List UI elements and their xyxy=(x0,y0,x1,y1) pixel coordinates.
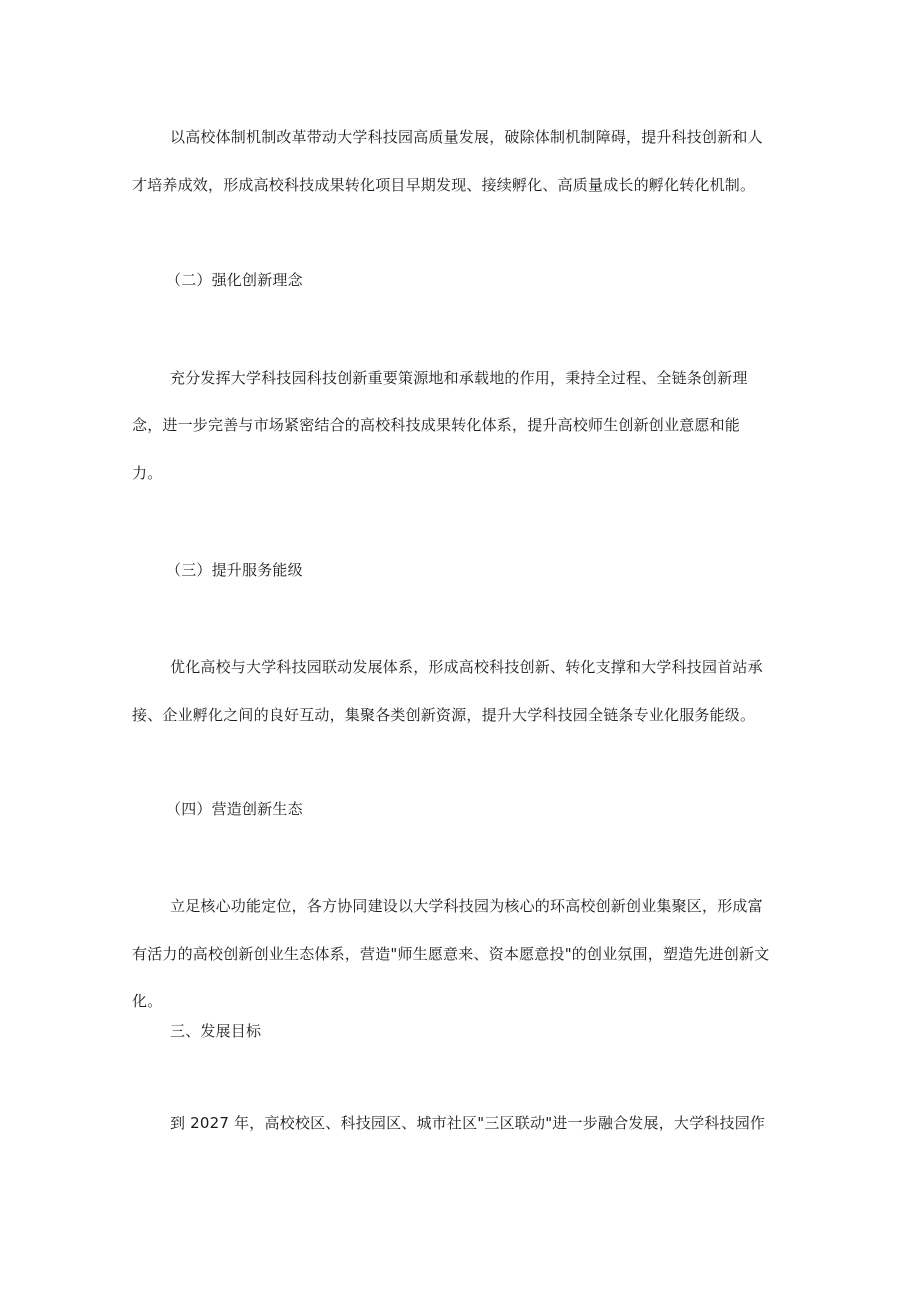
paragraph-line: 力。 xyxy=(132,464,163,482)
paragraph-line: 立足核心功能定位，各方协同建设以大学科技园为核心的环高校创新创业集聚区，形成富 xyxy=(170,897,763,915)
paragraph-line: 以高校体制机制改革带动大学科技园高质量发展，破除体制机制障碍，提升科技创新和人 xyxy=(170,128,763,146)
paragraph-line: 优化高校与大学科技园联动发展体系，形成高校科技创新、转化支撑和大学科技园首站承 xyxy=(170,658,763,676)
paragraph-line: 充分发挥大学科技园科技创新重要策源地和承载地的作用，秉持全过程、全链条创新理 xyxy=(170,369,748,387)
chapter-heading: 三、发展目标 xyxy=(170,1022,262,1040)
paragraph-line: 念，进一步完善与市场紧密结合的高校科技成果转化体系，提升高校师生创新创业意愿和能 xyxy=(132,416,741,434)
paragraph-line: 化。 xyxy=(132,992,163,1010)
section-heading: （二）强化创新理念 xyxy=(166,271,303,289)
paragraph-line: 接、企业孵化之间的良好互动，集聚各类创新资源，提升大学科技园全链条专业化服务能级。 xyxy=(132,706,756,724)
paragraph-line: 有活力的高校创新创业生态体系，营造"师生愿意来、资本愿意投"的创业氛围，塑造先进创新文 xyxy=(132,945,770,963)
section-heading: （三）提升服务能级 xyxy=(166,561,303,579)
paragraph-line: 到 2027 年，高校校区、科技园区、城市社区"三区联动"进一步融合发展，大学科技园作 xyxy=(170,1114,766,1132)
section-heading: （四）营造创新生态 xyxy=(166,800,303,818)
paragraph-line: 才培养成效，形成高校科技成果转化项目早期发现、接续孵化、高质量成长的孵化转化机制。 xyxy=(132,176,756,194)
